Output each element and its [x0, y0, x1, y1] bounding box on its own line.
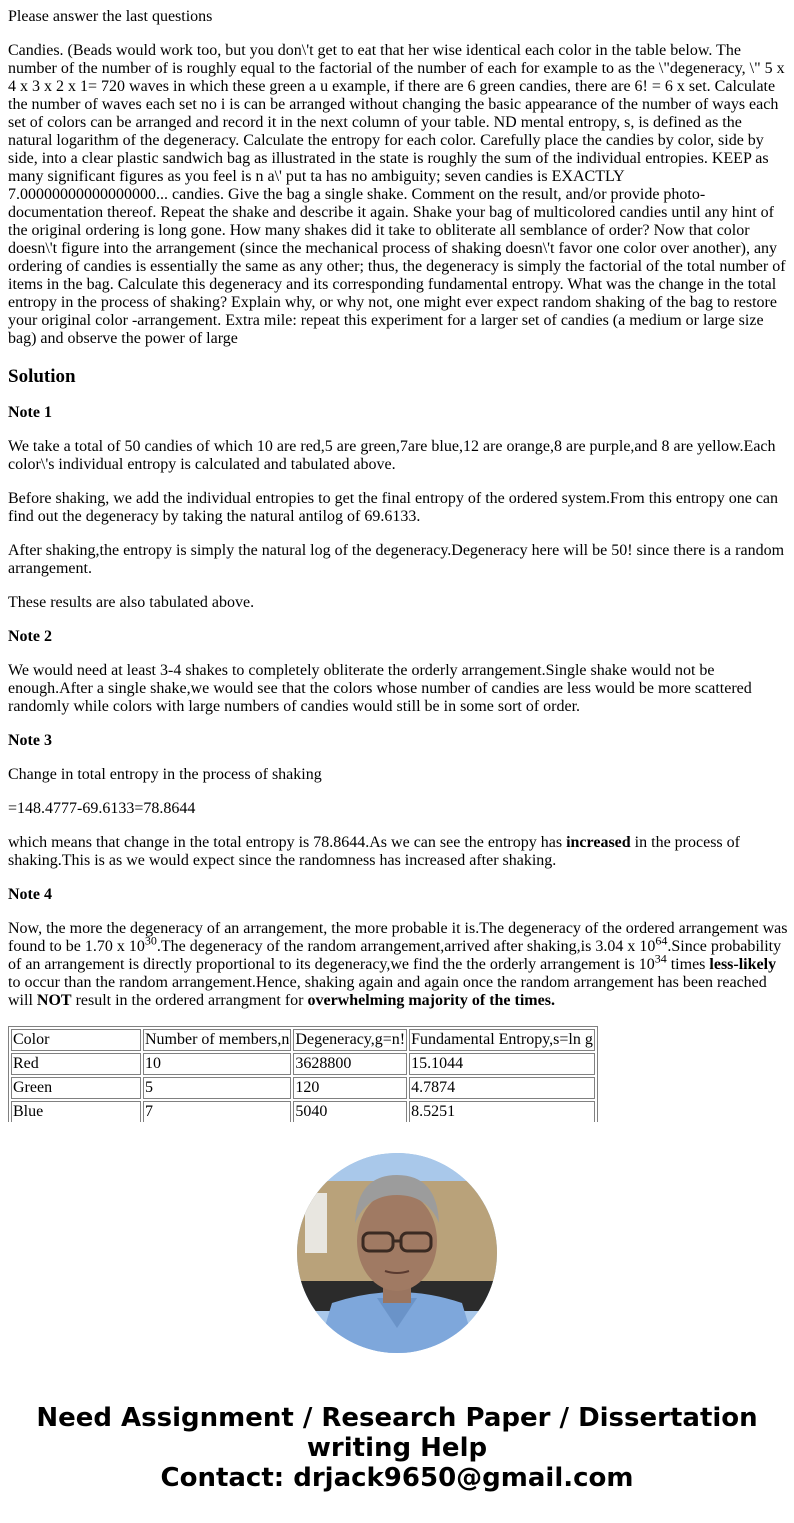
- bold-less-likely: less-likely: [709, 956, 777, 973]
- cell-color: Red: [11, 1053, 141, 1075]
- cell-degeneracy: 3628800: [293, 1053, 407, 1075]
- cell-degeneracy: 5040: [293, 1101, 407, 1122]
- cell-members: 7: [143, 1101, 291, 1122]
- note-4-text-2: .The degeneracy of the random arrangement,arrived after shaking,is 3.04 x 10: [156, 938, 656, 955]
- cell-color: Blue: [11, 1101, 141, 1122]
- note-1-paragraph-1: We take a total of 50 candies of which 10 are red,5 are green,7are blue,12 are orange,8 are purple,and 8 are yellow.Each color\'s individual entropy is calculated and tabulated above.: [8, 438, 776, 473]
- note-3-text-a: which means that change in the total entropy is 78.8644.As we can see the entropy has: [8, 834, 567, 851]
- cell-members: 5: [143, 1077, 291, 1099]
- note-4-text-6: result in the ordered arrangment for: [71, 992, 308, 1009]
- avatar: [297, 1153, 497, 1353]
- document-content: [8, 0, 788, 1122]
- note-3-paragraph-1: Change in total entropy in the process of shaking: [8, 766, 322, 783]
- note-3-text-b: in the process of shaking.This is as we would expect since the randomness has increased after shaking.: [8, 834, 740, 869]
- note-1-paragraph-3: After shaking,the entropy is simply the natural log of the degeneracy.Degeneracy here will be 50! since there is a random arrangement.: [8, 542, 785, 577]
- header-degeneracy: Degeneracy,g=n!: [293, 1029, 407, 1051]
- cell-entropy: 4.7874: [409, 1077, 595, 1099]
- table-header-row: [11, 1029, 595, 1051]
- cell-members: 10: [143, 1053, 291, 1075]
- table-row: [11, 1077, 595, 1099]
- header-number-of-members: Number of members,n: [143, 1029, 291, 1051]
- note-4-text-4: times: [666, 956, 710, 973]
- note-4-title: Note 4: [8, 886, 52, 903]
- question-text: Candies. (Beads would work too, but you don\'t get to eat that her wise identical each color in the table below. The number of the number of is roughly equal to the factorial of the number of each for example to as the \"degeneracy, \" 5 x 4 x 3 x 2 x 1= 720 waves in which these green a u example, if there are 6 green candies, there are 6! = 6 x set. Calculate the number of waves each set no i is can be arranged without changing the basic appearance of the number of ways each set of colors can be arranged and record it in the next column of your table. ND mental entropy, s, is defined as the natural logarithm of the degeneracy. Calculate the entropy for each color. Carefully place the candies by color, side by side, into a clear plastic sandwich bag as illustrated in the state is roughly the sum of the individual entropies. KEEP as many significant figures as you feel is n a\' put ta has no ambiguity; seven candies is EXACTLY 7.00000000000000000... candies. Give the bag a single shake. Comment on the result, and/or provide photo-documentation thereof. Repeat the shake and describe it again. Shake your bag of multicolored candies until any hint of the original ordering is long gone. How many shakes did it take to obliterate all semblance of order? Now that color doesn\'t figure into the arrangement (since the mechanical process of shaking doesn\'t favor one color over another), any ordering of candies is essentially the same as any other; thus, the degeneracy is simply the factorial of the total number of items in the bag. Calculate this degeneracy and its corresponding fundamental entropy. What was the change in the total entropy in the process of shaking? Explain why, or why not, one might ever expect random shaking of the bag to restore your original color -arrangement. Extra mile: repeat this experiment for a larger set of candies (a medium or large size bag) and observe the power of large: [8, 42, 786, 347]
- note-4-text-3: .Since probability of an arrangement is directly proportional to its degeneracy,we find the the orderly arrangement is 10: [8, 938, 782, 973]
- note-1-paragraph-2: Before shaking, we add the individual entropies to get the final entropy of the ordered system.From this entropy one can find out the degeneracy by taking the natural antilog of 69.6133.: [8, 490, 779, 525]
- cell-entropy: 15.1044: [409, 1053, 595, 1075]
- note-3-title: Note 3: [8, 732, 52, 749]
- exponent-64: 64: [655, 933, 668, 948]
- bold-overwhelming-majority: overwhelming majority of the times.: [307, 992, 555, 1009]
- cell-degeneracy: 120: [293, 1077, 407, 1099]
- entropy-table: [8, 1026, 598, 1122]
- table-row: [11, 1101, 595, 1122]
- note-3-bold-increased: increased: [566, 834, 631, 851]
- intro-text: Please answer the last questions: [8, 8, 213, 25]
- cell-color: Green: [11, 1077, 141, 1099]
- exponent-34: 34: [654, 951, 667, 966]
- header-fundamental-entropy: Fundamental Entropy,s=ln g: [409, 1029, 595, 1051]
- note-1-title: Note 1: [8, 404, 52, 421]
- bold-not: NOT: [36, 992, 72, 1009]
- exponent-30: 30: [144, 933, 157, 948]
- promo-contact: Contact: drjack9650@gmail.com: [160, 1463, 634, 1493]
- note-2-title: Note 2: [8, 628, 52, 645]
- note-4-paragraph: [8, 920, 788, 1010]
- cell-entropy: 8.5251: [409, 1101, 595, 1122]
- note-1-paragraph-4: These results are also tabulated above.: [8, 594, 255, 611]
- note-4-text-5: to occur than the random arrangement.Hence, shaking again and again once the random arrangement has been reached will: [8, 974, 767, 1009]
- note-3-equation: =148.4777-69.6133=78.8644: [8, 800, 196, 817]
- note-4-text-1: Now, the more the degeneracy of an arrangement, the more probable it is.The degeneracy of the ordered arrangement was found to be 1.70 x 10: [8, 920, 788, 955]
- promo-line-1: Need Assignment / Research Paper / Dissertation: [36, 1403, 758, 1433]
- note-3-paragraph-3: [8, 834, 788, 870]
- table-row: [11, 1053, 595, 1075]
- promo-line-2: writing Help: [306, 1433, 488, 1463]
- solution-heading: Solution: [8, 366, 76, 387]
- note-2-paragraph-1: We would need at least 3-4 shakes to completely obliterate the orderly arrangement.Single shake would not be enough.After a single shake,we would see that the colors whose number of candies are less would be more scattered randomly while colors with large numbers of candies would still be in some sort of order.: [8, 662, 752, 715]
- promo-banner: [0, 1403, 794, 1493]
- person-photo-icon: [297, 1153, 497, 1353]
- header-color: Color: [11, 1029, 141, 1051]
